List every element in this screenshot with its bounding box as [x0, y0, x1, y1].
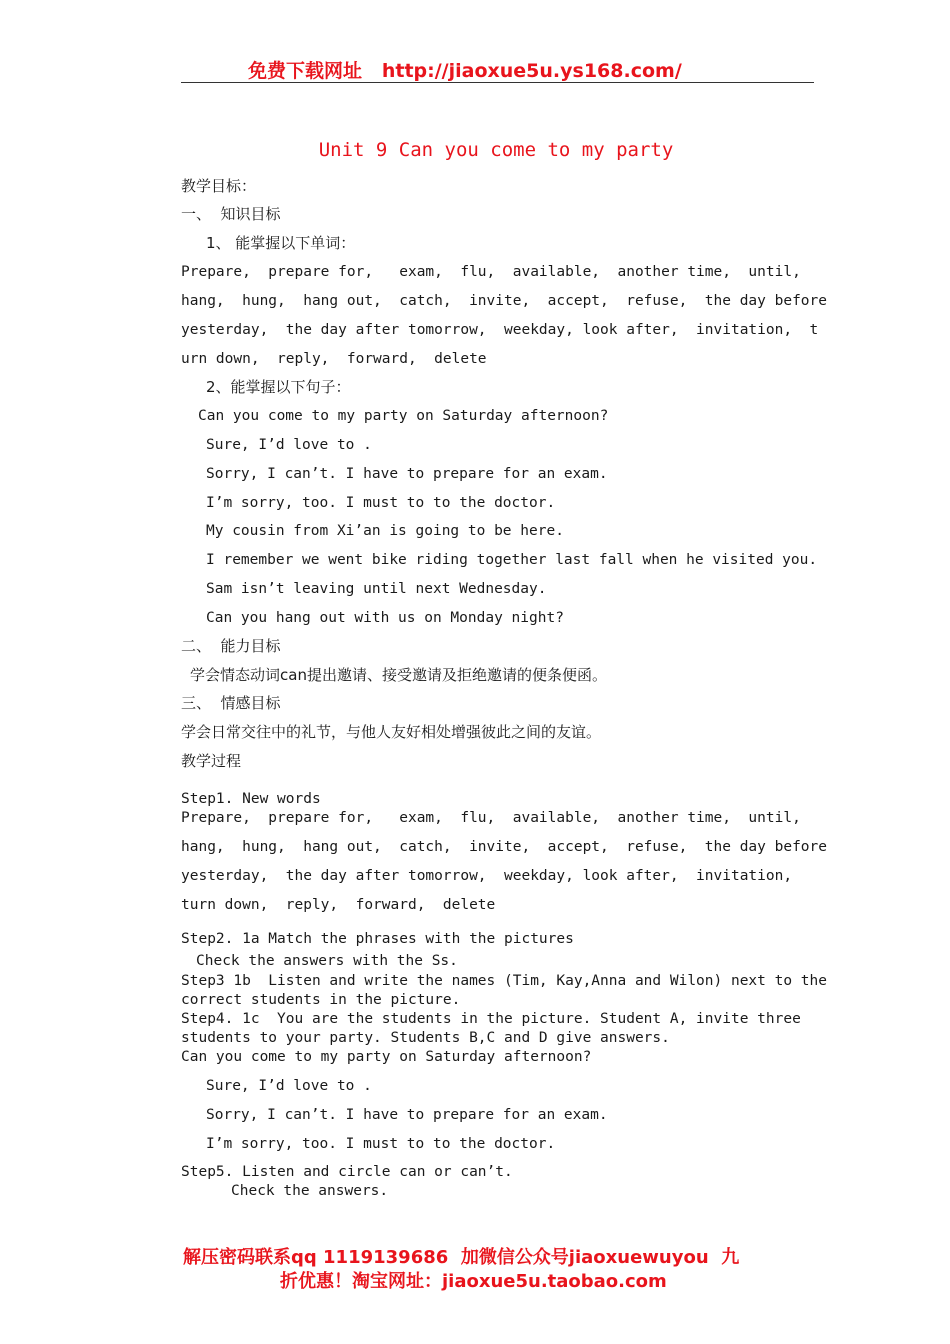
sentence-2: Sure, I’d love to . — [206, 437, 372, 453]
sentence-4: I’m sorry, too. I must to to the doctor. — [206, 495, 556, 511]
step4-reply-3: I’m sorry, too. I must to to the doctor. — [206, 1136, 556, 1152]
knowledge-heading: 一、 知识目标 — [181, 205, 281, 223]
step2-title: Step2. 1a Match the phrases with the pictures — [181, 931, 574, 947]
step1-line-1: Prepare, prepare for, exam, flu, available, another time, until, — [181, 810, 801, 826]
step4-reply-1: Sure, I’d love to . — [206, 1078, 372, 1094]
emotion-text: 学会日常交往中的礼节，与他人友好相处增强彼此之间的友谊。 — [181, 723, 602, 741]
step4-line-3: Can you come to my party on Saturday afternoon? — [181, 1049, 592, 1065]
header-link: 免费下载网址 http://jiaoxue5u.ys168.com/ — [248, 60, 682, 82]
process-heading: 教学过程 — [181, 752, 242, 770]
step4-reply-2: Sorry, I can’t. I have to prepare for an exam. — [206, 1107, 608, 1123]
sentence-3: Sorry, I can’t. I have to prepare for an exam. — [206, 466, 608, 482]
words-line-2: hang, hung, hang out, catch, invite, accept, refuse, the day before — [181, 293, 828, 309]
step3-line-1: Step3 1b Listen and write the names (Tim, Kay,Anna and Wilon) next to the — [181, 973, 828, 989]
step5-check: Check the answers. — [231, 1183, 389, 1199]
step4-line-1: Step4. 1c You are the students in the picture. Student A, invite three — [181, 1011, 801, 1027]
step2-check: Check the answers with the Ss. — [196, 953, 458, 969]
step4-line-2: students to your party. Students B,C and D give answers. — [181, 1030, 670, 1046]
sentences-label: 2、能掌握以下句子： — [206, 378, 351, 396]
ability-text: 学会情态动词can提出邀请、接受邀请及拒绝邀请的便条便函。 — [190, 666, 607, 684]
header-rule — [181, 82, 814, 83]
ability-heading: 二、 能力目标 — [181, 637, 281, 655]
footer-line-2: 折优惠！淘宝网址：jiaoxue5u.taobao.com — [280, 1271, 667, 1292]
step3-line-2: correct students in the picture. — [181, 992, 461, 1008]
step1-title: Step1. New words — [181, 791, 321, 807]
words-line-4: urn down, reply, forward, delete — [181, 351, 487, 367]
words-label: 1、 能掌握以下单词： — [206, 234, 356, 252]
sentence-1: Can you come to my party on Saturday afternoon? — [198, 408, 609, 424]
page-title: Unit 9 Can you come to my party — [318, 139, 674, 161]
objectives-heading: 教学目标： — [181, 177, 257, 195]
words-line-3: yesterday, the day after tomorrow, weekday, look after, invitation, t — [181, 322, 819, 338]
step5-title: Step5. Listen and circle can or can’t. — [181, 1164, 513, 1180]
emotion-heading: 三、 情感目标 — [181, 694, 281, 712]
sentence-5: My cousin from Xi’an is going to be here. — [206, 523, 564, 539]
words-line-1: Prepare, prepare for, exam, flu, available, another time, until, — [181, 264, 801, 280]
step1-line-2: hang, hung, hang out, catch, invite, accept, refuse, the day before — [181, 839, 828, 855]
sentence-8: Can you hang out with us on Monday night? — [206, 610, 564, 626]
step1-line-4: turn down, reply, forward, delete — [181, 897, 496, 913]
footer-line-1: 解压密码联系qq 1119139686 加微信公众号jiaoxuewuyou 九 — [183, 1247, 740, 1268]
sentence-7: Sam isn’t leaving until next Wednesday. — [206, 581, 547, 597]
step1-line-3: yesterday, the day after tomorrow, weekday, look after, invitation, — [181, 868, 793, 884]
sentence-6: I remember we went bike riding together last fall when he visited you. — [206, 552, 818, 568]
